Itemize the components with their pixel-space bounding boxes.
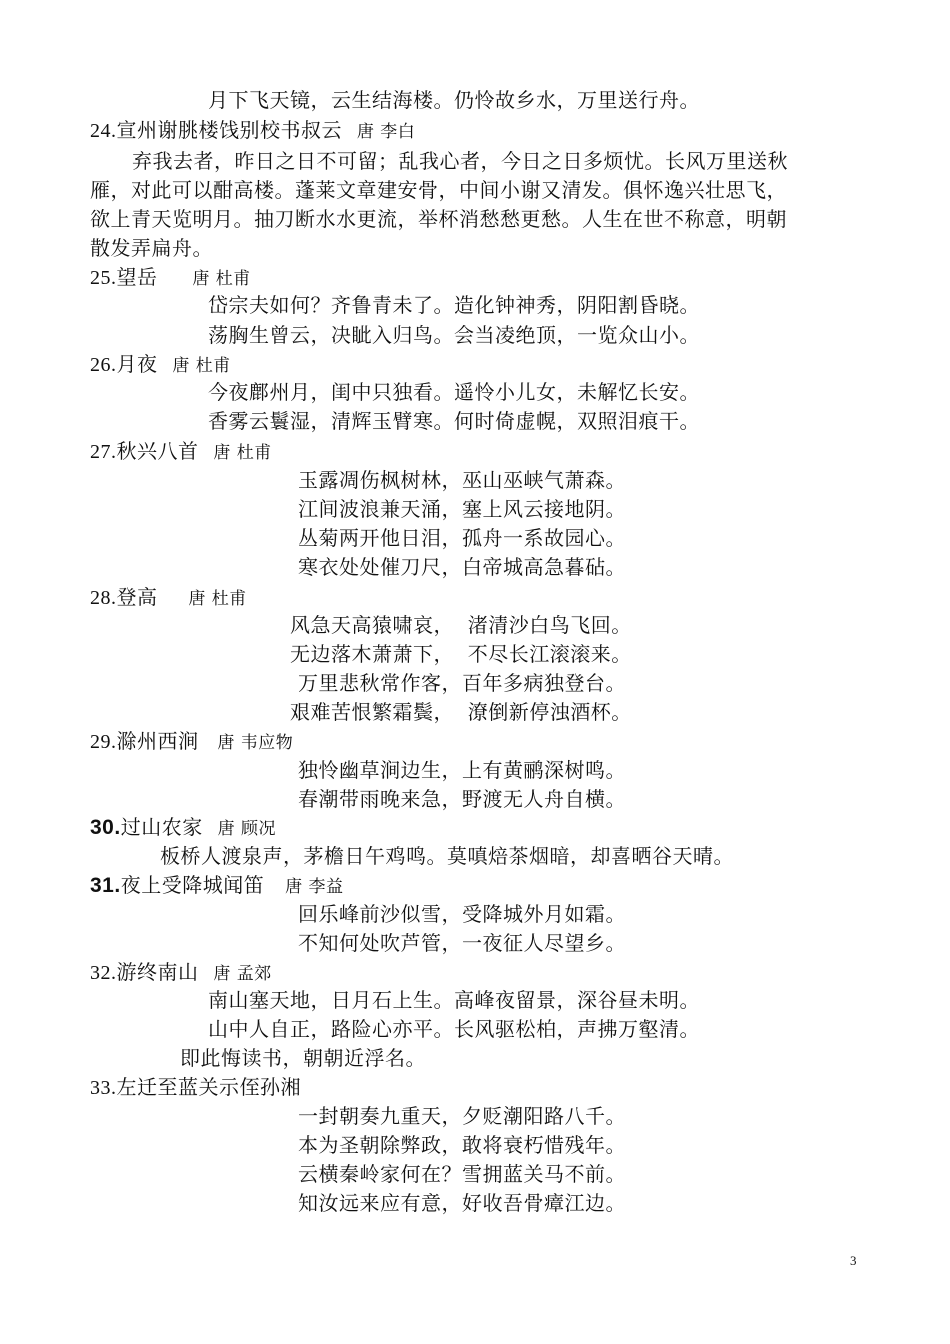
poem-number: 27. [90,441,117,463]
poem-line: 山中人自正，路险心亦平。长风驱松柏，声拂万壑清。 [208,1017,700,1041]
poem-title: 左迁至蓝关示侄孙湘 [116,1075,301,1099]
poem-author: 唐 杜甫 [172,356,231,376]
poem-line: 岱宗夫如何？齐鲁青未了。造化钟神秀，阴阳割昏晓。 [208,293,700,317]
poem-number: 33. [90,1077,117,1099]
poem-line: 板桥人渡泉声，茅檐日午鸡鸣。莫嗔焙茶烟暗，却喜晒谷天晴。 [160,844,734,868]
poem-number: 32. [90,962,117,984]
poem-line: 雁，对此可以酣高楼。蓬莱文章建安骨，中间小谢又清发。俱怀逸兴壮思飞， [90,178,787,202]
poem-line: 江间波浪兼天涌，塞上风云接地阴。 [298,497,626,521]
poem-line: 弃我去者，昨日之日不可留；乱我心者，今日之日多烦忧。长风万里送秋 [132,149,788,173]
poem-line: 丛菊两开他日泪，孤舟一系故园心。 [298,526,626,550]
poem-line: 荡胸生曾云，决眦入归鸟。会当凌绝顶，一览众山小。 [208,323,700,347]
poem-heading [90,1073,301,1102]
poem-author: 唐 杜甫 [213,443,272,463]
poem-line: 不知何处吹芦管，一夜征人尽望乡。 [298,931,626,955]
poem-line: 无边落木萧萧下， 不尽长江滚滚来。 [290,642,632,666]
poem-title: 望岳 [116,265,158,289]
poem-title: 夜上受降城闻笛 [120,873,265,897]
poem-title: 游终南山 [116,960,199,984]
poem-number: 25. [90,267,117,289]
poem-title: 过山农家 [120,815,203,839]
poem-heading [90,263,251,293]
poem-line: 散发弄扁舟。 [90,236,213,260]
poem-author: 唐 顾况 [217,819,276,839]
poem-title: 月夜 [116,352,158,376]
poem-number: 24. [90,120,117,142]
poem-line: 风急天高猿啸哀， 渚清沙白鸟飞回。 [290,613,632,637]
poem-number: 31. [90,874,121,897]
poem-author: 唐 杜甫 [188,589,247,609]
poem-line: 本为圣朝除弊政，敢将衰朽惜残年。 [298,1133,626,1157]
poem-line: 玉露凋伤枫树林，巫山巫峡气萧森。 [298,468,626,492]
poem-heading [90,727,293,757]
poem-line: 月下飞天镜，云生结海楼。仍怜故乡水，万里送行舟。 [208,88,700,112]
poem-author: 唐 韦应物 [217,733,294,753]
poem-line: 南山塞天地，日月石上生。高峰夜留景，深谷昼未明。 [208,988,700,1012]
poem-line: 春潮带雨晚来急，野渡无人舟自横。 [298,787,626,811]
poem-line: 寒衣处处催刀尺，白帝城高急暮砧。 [298,555,626,579]
poem-number: 28. [90,587,117,609]
poem-line: 知汝远来应有意，好收吾骨瘴江边。 [298,1191,626,1215]
poem-heading [90,813,276,843]
poem-line: 独怜幽草涧边生，上有黄鹂深树鸣。 [298,758,626,782]
poem-line: 香雾云鬟湿，清辉玉臂寒。何时倚虚幌，双照泪痕干。 [208,409,700,433]
page-number: 3 [850,1253,857,1268]
poem-line: 今夜鄜州月，闺中只独看。遥怜小儿女，未解忆长安。 [208,380,700,404]
poem-heading [90,871,343,901]
poem-author: 唐 李益 [285,877,344,897]
poem-number: 30. [90,816,121,839]
poem-title: 登高 [116,585,158,609]
poem-line: 即此悔读书，朝朝近浮名。 [180,1046,426,1070]
poem-line: 万里悲秋常作客，百年多病独登台。 [298,671,626,695]
poem-line: 艰难苦恨繁霜鬓， 潦倒新停浊酒杯。 [290,700,632,724]
poem-title: 宣州谢朓楼饯别校书叔云 [116,118,342,142]
poem-heading [90,437,272,467]
poem-title: 滁州西涧 [116,729,199,753]
poem-line: 一封朝奏九重天，夕贬潮阳路八千。 [298,1104,626,1128]
poem-heading [90,958,272,988]
poem-number: 26. [90,354,117,376]
poem-number: 29. [90,731,117,753]
poem-title: 秋兴八首 [116,439,199,463]
poem-heading [90,116,415,146]
poem-line: 回乐峰前沙似雪，受降城外月如霜。 [298,902,626,926]
poem-author: 唐 杜甫 [192,269,251,289]
poem-heading [90,583,247,613]
poem-heading [90,350,231,380]
poem-author: 唐 李白 [356,122,416,142]
poem-author: 唐 孟郊 [213,964,272,984]
poem-line: 欲上青天览明月。抽刀断水水更流，举杯消愁愁更愁。人生在世不称意，明朝 [90,207,787,231]
poem-line: 云横秦岭家何在？雪拥蓝关马不前。 [298,1162,626,1186]
